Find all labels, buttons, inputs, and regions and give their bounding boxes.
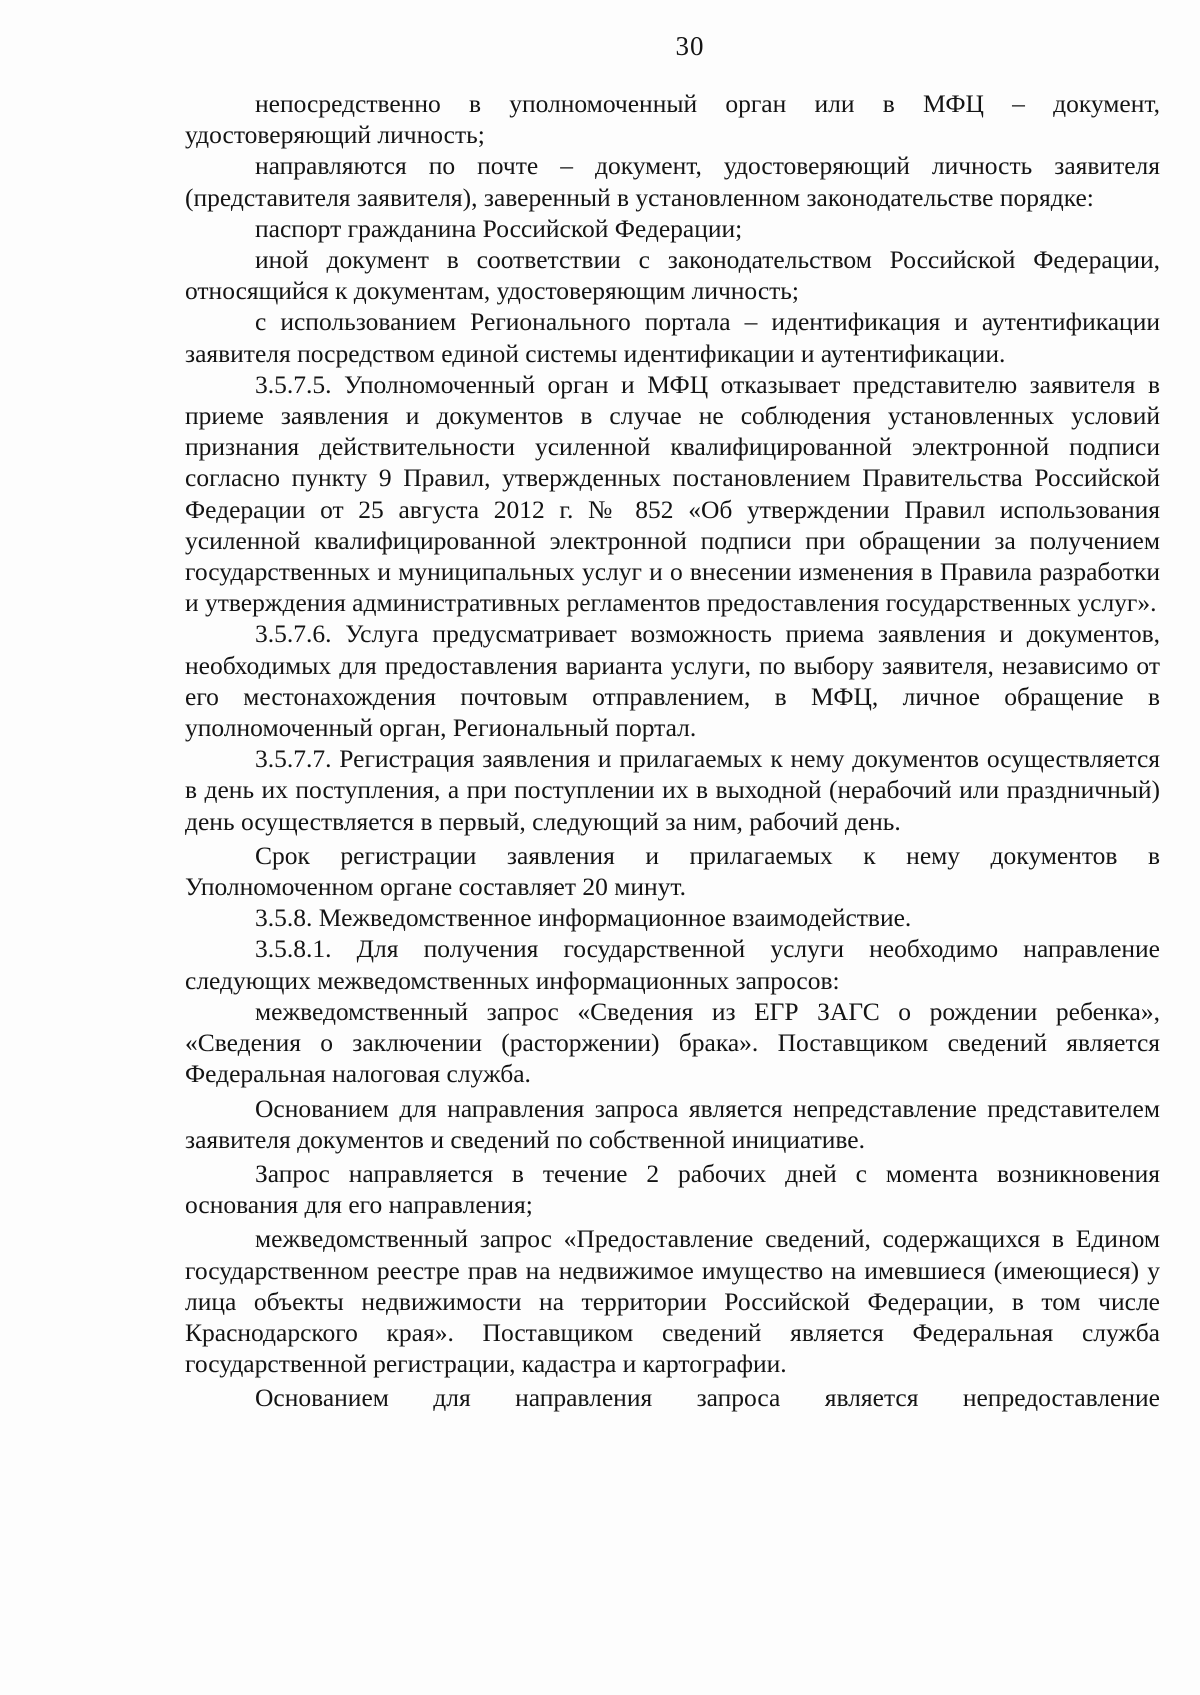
paragraph: паспорт гражданина Российской Федерации;	[255, 213, 743, 243]
paragraph: 3.5.7.5. Уполномоченный орган и МФЦ отказывает представителю заявителя в приеме заявления и документов в случае не соблюдения установленных условий признания действительности усиленной квалифицированной электронной подписи согласно пункту 9 Правил, утвержденных постановлением Правительства Российской Федерации от 25 августа 2012 г. № 852 «Об утверждении Правил использования усиленной квалифицированной электронной подписи при обращении за получением государственных и муниципальных услуг и о внесении изменения в Правила разработки и утверждения административных регламентов предоставления государственных услуг».	[185, 369, 1160, 618]
paragraph: направляются по почте – документ, удостоверяющий личность заявителя (представителя заявителя), заверенный в установленном законодательстве порядке:	[185, 151, 1160, 212]
paragraph: 3.5.7.6. Услуга предусматривает возможность приема заявления и документов, необходимых для предоставления варианта услуги, по выбору заявителя, независимо от его местонахождения почтовым отправлением, в МФЦ, личное обращение в уполномоченный орган, Региональный портал.	[185, 619, 1160, 743]
paragraph: Срок регистрации заявления и прилагаемых к нему документов в Уполномоченном органе составляет 20 минут.	[185, 840, 1160, 902]
paragraph: 3.5.8. Межведомственное информационное взаимодействие.	[255, 903, 912, 933]
paragraph: 3.5.8.1. Для получения государственной услуги необходимо направление следующих межведомственных информационных запросов:	[185, 934, 1160, 995]
paragraph: Основанием для направления запроса является непредставление представителем заявителя документов и сведений по собственной инициативе.	[185, 1093, 1160, 1154]
paragraph: Основанием для направления запроса является непредоставление	[255, 1383, 1160, 1413]
paragraph: 3.5.7.7. Регистрация заявления и прилагаемых к нему документов осуществляется в день их поступления, а при поступлении их в выходной (нерабочий или праздничный) день осуществляется в первый, следующий за ним, рабочий день.	[185, 744, 1160, 836]
paragraph: межведомственный запрос «Сведения из ЕГР ЗАГС о рождении ребенка», «Сведения о заключении (расторжении) брака». Поставщиком сведений является Федеральная налоговая служба.	[185, 996, 1160, 1089]
paragraph: непосредственно в уполномоченный орган или в МФЦ – документ, удостоверяющий личность;	[185, 89, 1160, 150]
document-body	[185, 88, 1160, 1414]
paragraph: с использованием Регионального портала – идентификация и аутентификации заявителя посредством единой системы идентификации и аутентификации.	[185, 307, 1160, 368]
paragraph: межведомственный запрос «Предоставление сведений, содержащихся в Едином государственном реестре прав на недвижимое имущество на имевшиеся (имеющиеся) у лица объекты недвижимости на территории Российской Федерации, в том числе Краснодарского края». Поставщиком сведений является Федеральная служба государственной регистрации, кадастра и картографии.	[185, 1224, 1160, 1379]
paragraph: Запрос направляется в течение 2 рабочих дней с момента возникновения основания для его направления;	[185, 1158, 1160, 1220]
page-number: 30	[675, 31, 705, 61]
paragraph: иной документ в соответствии с законодательством Российской Федерации, относящийся к документам, удостоверяющим личность;	[185, 245, 1160, 306]
